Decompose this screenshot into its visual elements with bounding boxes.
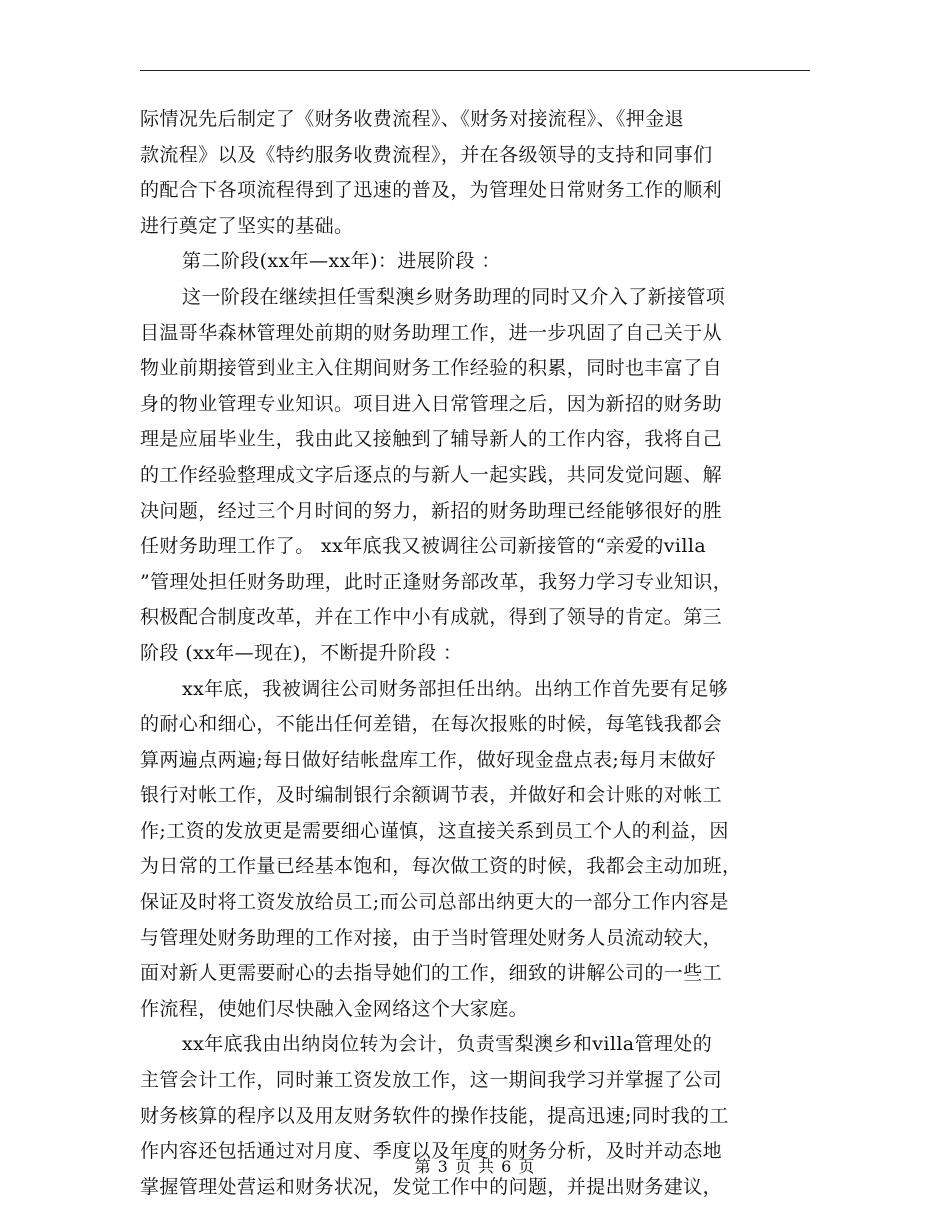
text-line: xx年底，我被调往公司财务部担任出纳。出纳工作首先要有足够: [182, 677, 729, 700]
text-line: 的配合下各项流程得到了迅速的普及，为管理处日常财务工作的顺利: [140, 179, 723, 202]
text-line: 的工作经验整理成文字后逐点的与新人一起实践，共同发觉问题、解: [140, 463, 723, 486]
text-line: ”管理处担任财务助理，此时正逢财务部改革，我努力学习专业知识，: [140, 570, 733, 593]
text-line: 际情况先后制定了《财务收费流程》、《财务对接流程》、《押金退: [140, 108, 685, 130]
text-line: 作流程，使她们尽快融入金网络这个大家庭。: [140, 997, 529, 1020]
text-line: 与管理处财务助理的工作对接，由于当时管理处财务人员流动较大，: [140, 926, 723, 949]
text-line: 理是应届毕业生，我由此又接触到了辅导新人的工作内容，我将自己: [140, 428, 723, 451]
text-line: 保证及时将工资发放给员工;而公司总部出纳更大的一部分工作内容是: [140, 891, 729, 914]
text-line: 面对新人更需要耐心的去指导她们的工作，细致的讲解公司的一些工: [140, 962, 723, 985]
text-line: 目温哥华森林管理处前期的财务助理工作，进一步巩固了自己关于从: [140, 321, 723, 344]
text-line: 这一阶段在继续担任雪梨澳乡财务助理的同时又介入了新接管项: [182, 285, 726, 308]
text-line: 决问题，经过三个月时间的努力，新招的财务助理已经能够很好的胜: [140, 499, 723, 522]
document-body: [140, 102, 810, 1205]
text-line: 算两遍点两遍;每日做好结帐盘库工作，做好现金盘点表;每月末做好: [140, 748, 717, 771]
text-line: 进行奠定了坚实的基础。: [140, 214, 354, 237]
text-line: 积极配合制度改革，并在工作中小有成就，得到了领导的肯定。第三: [140, 606, 723, 629]
header-rule: [140, 70, 810, 71]
text-line: 身的物业管理专业知识。项目进入日常管理之后，因为新招的财务助: [140, 392, 723, 415]
text-line: 第二阶段(xx年—xx年)：进展阶段 ：: [182, 250, 501, 273]
text-line: 财务核算的程序以及用友财务软件的操作技能，提高迅速;同时我的工: [140, 1104, 729, 1127]
text-line: 款流程》以及《特约服务收费流程》，并在各级领导的支持和同事们: [140, 143, 713, 166]
text-line: 银行对帐工作，及时编制银行余额调节表，并做好和会计账的对帐工: [140, 784, 723, 807]
text-line: xx年底我由出纳岗位转为会计，负责雪梨澳乡和villa管理处的: [182, 1033, 713, 1056]
text-line: 物业前期接管到业主入住期间财务工作经验的积累，同时也丰富了自: [140, 357, 723, 380]
text-line: 掌握管理处营运和财务状况，发觉工作中的问题，并提出财务建议，: [140, 1175, 723, 1198]
text-line: 为日常的工作量已经基本饱和，每次做工资的时候，我都会主动加班，: [140, 855, 742, 878]
text-line: 阶段 (xx年—现在)，不断提升阶段 ：: [140, 641, 463, 664]
page-footer: 第 3 页 共 6 页: [414, 1157, 536, 1176]
text-line: 作;工资的发放更是需要细心谨慎，这直接关系到员工个人的利益，因: [140, 819, 729, 842]
text-line: 主管会计工作，同时兼工资发放工作，这一期间我学习并掌握了公司: [140, 1069, 723, 1092]
text-line: 的耐心和细心，不能出任何差错，在每次报账的时候，每笔钱我都会: [140, 713, 723, 736]
text-line: 任财务助理工作了。 xx年底我又被调往公司新接管的“亲爱的villa: [140, 535, 707, 558]
text-line: 作内容还包括通过对月度、季度以及年度的财务分析，及时并动态地: [140, 1140, 723, 1163]
